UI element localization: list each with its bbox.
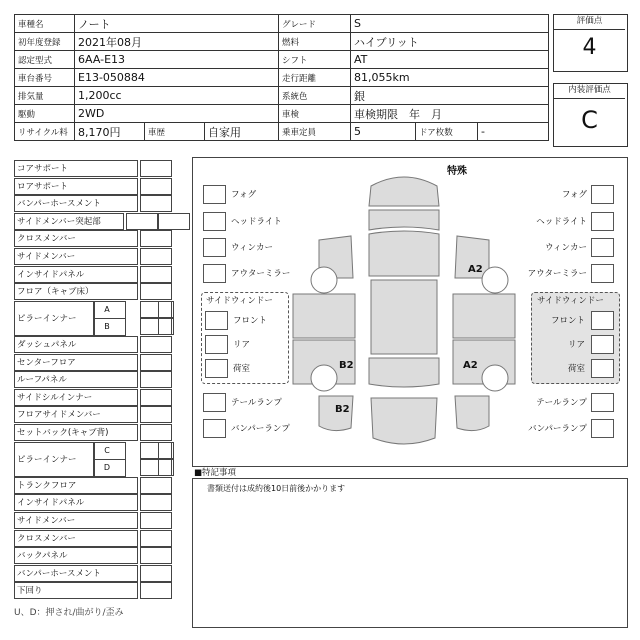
type-value: 6AA-E13 [75, 51, 279, 69]
windshield-panel [369, 231, 439, 276]
mileage-value: 81,055km [351, 69, 549, 87]
type-label: 認定型式 [15, 51, 75, 69]
fuel-value: ハイブリット [351, 33, 549, 51]
checklist-cell-left[interactable] [140, 266, 172, 283]
vehicle-diagram [192, 157, 628, 467]
score-value: 4 [582, 35, 597, 60]
right-window-rear-label: リア [567, 340, 585, 350]
vehicle-spec-table [14, 14, 549, 141]
checklist-cell-right[interactable] [158, 301, 174, 318]
checklist-row-label: トランクフロア [14, 477, 138, 494]
checklist-row-label: インサイドパネル [14, 494, 138, 511]
left-window-rear-label: リア [233, 340, 251, 350]
notes-text: 書類送付は成約後10日前後かかります [207, 484, 346, 493]
checklist-cell-left[interactable] [140, 547, 172, 564]
checklist-sub-letter: A [104, 305, 110, 314]
checklist-cell-left[interactable] [140, 160, 172, 177]
right-headlight-label: ヘッドライト [536, 217, 587, 227]
mark-right-rear-door: A2 [463, 360, 478, 371]
checklist-cell-left[interactable] [140, 406, 172, 423]
recycle-value: 8,170円 [75, 123, 145, 141]
checklist-cell-left[interactable] [140, 371, 172, 388]
checklist-row-label: コアサポート [14, 160, 138, 177]
checklist-sub-cell [94, 459, 126, 477]
notes-box [192, 478, 628, 628]
checklist-cell-left[interactable] [140, 354, 172, 371]
checklist-row-label: サイドメンバー突起部 [14, 213, 124, 230]
right-front-door-panel [453, 294, 515, 338]
right-winker-label: ウィンカー [545, 243, 587, 253]
diagram-title: 特殊 [447, 166, 467, 177]
shift-value: AT [351, 51, 549, 69]
chassis-value: E13-050884 [75, 69, 279, 87]
displacement-label: 排気量 [15, 87, 75, 105]
drive-value: 2WD [75, 105, 279, 123]
checklist-cell-right[interactable] [158, 442, 174, 459]
roof-panel [371, 280, 437, 354]
checklist-row-label: クロスメンバー [14, 530, 138, 547]
checklist-cell-left[interactable] [126, 213, 158, 230]
right-window-cargo-label: 荷室 [567, 364, 585, 374]
checklist-cell-right[interactable] [158, 318, 174, 335]
right-tail-lamp-label: テールランプ [536, 398, 587, 408]
checklist-row-label: ダッシュパネル [14, 336, 138, 353]
right-rear-fender-panel [455, 396, 489, 431]
rear-glass-panel [369, 358, 439, 387]
right-window-front-label: フロント [550, 316, 585, 326]
inspection-label: 車検 [279, 105, 351, 123]
checklist-row-label: ピラーインナー [14, 442, 94, 477]
checklist-row-label: サイドメンバー [14, 512, 138, 529]
checklist-sub-cell [94, 442, 126, 460]
checklist-row-label: サイドメンバー [14, 248, 138, 265]
car-body-diagram [193, 158, 627, 466]
left-side-window-label: サイドウィンドー [206, 296, 273, 306]
checklist-cell-right[interactable] [158, 459, 174, 476]
grade-label: グレード [279, 15, 351, 33]
checklist-cell-left[interactable] [140, 178, 172, 195]
score-label: 評価点 [554, 15, 625, 30]
hood-panel [369, 210, 439, 230]
history-label: 車歴 [145, 123, 205, 141]
mileage-label: 走行距離 [279, 69, 351, 87]
checklist-row-label: バックパネル [14, 547, 138, 564]
checklist-cell-left[interactable] [140, 336, 172, 353]
checklist-sub-cell [94, 318, 126, 336]
capacity-label: 乗車定員 [279, 123, 351, 141]
checklist-cell-left[interactable] [140, 565, 172, 582]
left-window-cargo-label: 荷室 [233, 364, 251, 374]
doors-value: - [478, 123, 549, 141]
left-front-wheel [311, 267, 337, 293]
checklist-cell-left[interactable] [140, 283, 172, 300]
score-box [553, 14, 628, 72]
checklist-cell-left[interactable] [140, 512, 172, 529]
checklist-row-label: フロア（キャブ床） [14, 283, 138, 300]
right-outer-mirror-label: アウターミラー [527, 269, 587, 279]
checklist-cell-left[interactable] [140, 389, 172, 406]
fuel-label: 燃料 [279, 33, 351, 51]
checklist-sub-letter: B [104, 322, 110, 331]
checklist-cell-left[interactable] [140, 248, 172, 265]
checklist-sub-letter: D [103, 463, 111, 472]
chassis-label: 車台番号 [15, 69, 75, 87]
displacement-value: 1,200cc [75, 87, 279, 105]
mark-left-rear-door: B2 [339, 360, 354, 371]
checklist-sub-cell [94, 301, 126, 319]
left-bumper-lamp-label: バンパーランプ [231, 424, 290, 434]
checklist-row-label: フロアサイドメンバー [14, 406, 138, 423]
checklist-cell-left[interactable] [140, 494, 172, 511]
checklist-cell-left[interactable] [140, 195, 172, 212]
checklist-row-label: バンパーホースメント [14, 195, 138, 212]
left-outer-mirror-label: アウターミラー [231, 269, 291, 279]
inspection-value: 車検期限 年 月 [351, 105, 549, 123]
shift-label: シフト [279, 51, 351, 69]
interior-score-box [553, 83, 628, 147]
left-rear-wheel [311, 365, 337, 391]
model-label: 車種名 [15, 15, 75, 33]
checklist-row-label: サイドシルインナー [14, 389, 138, 406]
checklist-row-label: クロスメンバー [14, 230, 138, 247]
left-window-front-label: フロント [233, 316, 268, 326]
first-reg-value: 2021年08月 [75, 33, 279, 51]
front-bumper-panel [369, 177, 439, 206]
checklist-row-label: ピラーインナー [14, 301, 94, 336]
left-fog-label: フォグ [231, 190, 257, 200]
checklist-row-label: ルーフパネル [14, 371, 138, 388]
checklist-row-label: インサイドパネル [14, 266, 138, 283]
checklist-legend: U、D：押され/曲がり/歪み [14, 608, 124, 618]
checklist-row-label: セットバック(キャブ背) [14, 424, 138, 441]
recycle-label: リサイクル料 [15, 123, 75, 141]
history-value: 自家用 [205, 123, 279, 141]
right-front-wheel [482, 267, 508, 293]
doors-label: ドア枚数 [416, 123, 478, 141]
left-tail-lamp-label: テールランプ [231, 398, 282, 408]
checklist-row-label: ロアサポート [14, 178, 138, 195]
model-value: ノート [75, 15, 279, 33]
right-side-window-label: サイドウィンドー [537, 296, 604, 306]
checklist-row-label: 下回り [14, 582, 138, 599]
right-bumper-lamp-label: バンパーランプ [528, 424, 587, 434]
left-front-door-panel [293, 294, 355, 338]
checklist-row-label: センターフロア [14, 354, 138, 371]
drive-label: 駆動 [15, 105, 75, 123]
left-winker-label: ウィンカー [231, 243, 273, 253]
checklist-cell-right[interactable] [158, 213, 190, 230]
checklist-sub-letter: C [104, 446, 110, 455]
notes-title: ■特記事項 [194, 468, 237, 478]
mark-left-rear-fender: B2 [335, 404, 350, 415]
capacity-value: 5 [351, 123, 416, 141]
grade-value: S [351, 15, 549, 33]
checklist-cell-left[interactable] [140, 582, 172, 599]
checklist-cell-left[interactable] [140, 230, 172, 247]
interior-score-label: 内装評価点 [554, 84, 625, 99]
checklist-cell-left[interactable] [140, 530, 172, 547]
rear-bumper-panel [371, 398, 437, 444]
first-reg-label: 初年度登録 [15, 33, 75, 51]
interior-score-value: C [581, 106, 598, 134]
mark-right-front-fender: A2 [468, 264, 483, 275]
checklist-row-label: バンパーホースメント [14, 565, 138, 582]
color-value: 銀 [351, 87, 549, 105]
right-rear-wheel [482, 365, 508, 391]
left-headlight-label: ヘッドライト [231, 217, 282, 227]
right-fog-label: フォグ [561, 190, 587, 200]
checklist-cell-left[interactable] [140, 477, 172, 494]
checklist-cell-left[interactable] [140, 424, 172, 441]
color-label: 系統色 [279, 87, 351, 105]
